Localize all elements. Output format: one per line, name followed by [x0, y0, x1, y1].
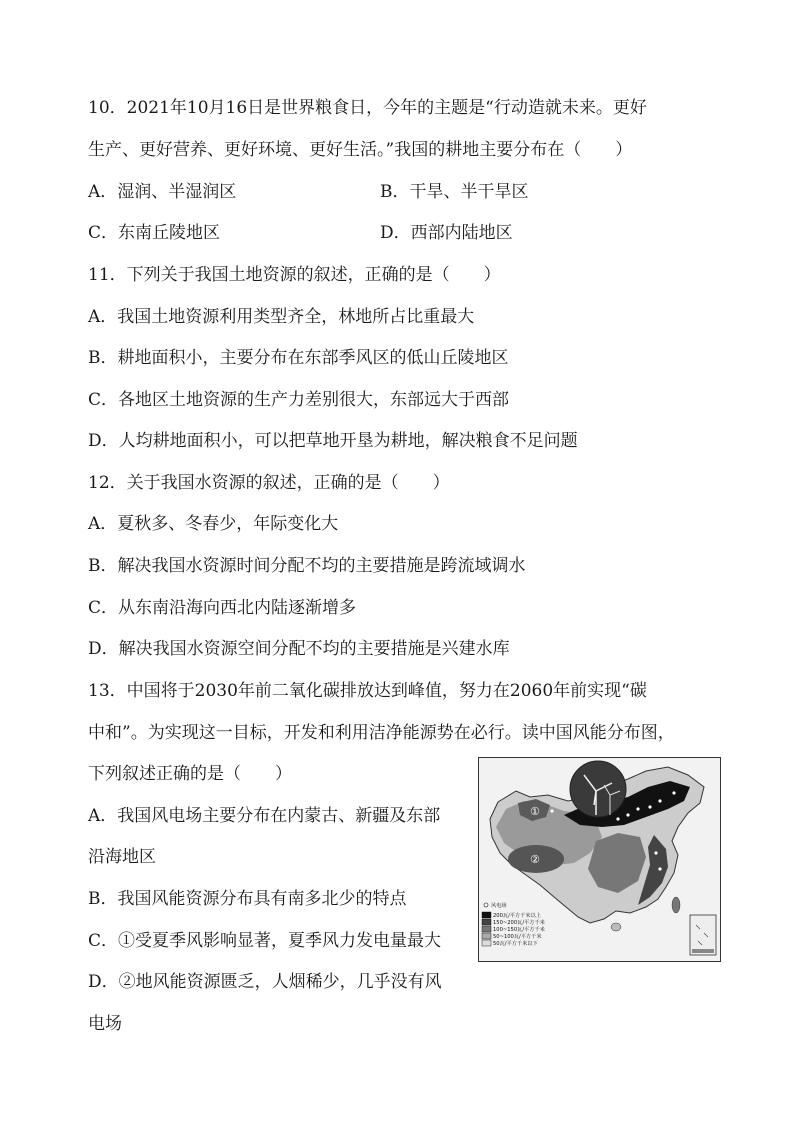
legend-wind-farm-symbol	[484, 903, 488, 907]
q13-stem-line1: 13．中国将于2030年前二氧化碳排放达到峰值，努力在2060年前实现“碳	[88, 681, 647, 701]
q13-option-d-line1: D．②地风能资源匮乏，人烟稀少，几乎没有风	[88, 972, 442, 992]
china-wind-energy-map	[478, 757, 721, 962]
q11-stem: 11．下列关于我国土地资源的叙述，正确的是（ ）	[88, 265, 501, 285]
q10-option-d: D．西部内陆地区	[380, 223, 513, 243]
legend-item-3: 100~150瓦/平方千米	[493, 927, 545, 933]
legend-swatch-4	[482, 933, 491, 939]
legend-title: 风电场	[491, 903, 507, 909]
map-label-2: ②	[530, 853, 540, 866]
south-china-sea-inset	[690, 915, 716, 955]
q12-option-b: B．解决我国水资源时间分配不均的主要措施是跨流域调水	[88, 556, 526, 576]
legend-swatch-2	[482, 919, 491, 925]
taiwan-island	[672, 897, 680, 913]
q10-stem-line1: 10．2021年10月16日是世界粮食日，今年的主题是“行动造就未来。更好	[88, 98, 647, 118]
q11-option-c: C．各地区土地资源的生产力差别很大，东部远大于西部	[88, 390, 510, 410]
legend-item-1: 200瓦/平方千米以上	[493, 913, 541, 919]
q10-option-b: B．干旱、半干旱区	[380, 182, 529, 202]
q12-option-d: D．解决我国水资源空间分配不均的主要措施是兴建水库	[88, 639, 510, 659]
q12-stem: 12．关于我国水资源的叙述，正确的是（ ）	[88, 473, 450, 493]
q13-option-a-line2: 沿海地区	[88, 847, 156, 867]
q13-option-a-line1: A．我国风电场主要分布在内蒙古、新疆及东部	[88, 806, 441, 826]
q10-option-a: A．湿润、半湿润区	[88, 182, 237, 202]
q11-option-d: D．人均耕地面积小，可以把草地开垦为耕地，解决粮食不足问题	[88, 431, 578, 451]
q13-option-c: C．①受夏季风影响显著，夏季风力发电量最大	[88, 931, 442, 951]
q10-option-c: C．东南丘陵地区	[88, 223, 221, 243]
legend-swatch-3	[482, 926, 491, 932]
legend-item-5: 50瓦/平方千米以下	[493, 941, 538, 947]
q11-option-b: B．耕地面积小，主要分布在东部季风区的低山丘陵地区	[88, 348, 509, 368]
q12-option-c: C．从东南沿海向西北内陆逐渐增多	[88, 598, 357, 618]
legend-item-2: 150~200瓦/平方千米	[493, 920, 545, 926]
map-label-1: ①	[530, 805, 540, 818]
wind-turbine-icon	[570, 761, 626, 817]
legend-swatch-1	[482, 912, 491, 918]
q13-stem-line3: 下列叙述正确的是（ ）	[88, 764, 292, 784]
q13-option-b: B．我国风能资源分布具有南多北少的特点	[88, 889, 407, 909]
hainan-island	[611, 923, 621, 931]
q10-stem-line2: 生产、更好营养、更好环境、更好生活。”我国的耕地主要分布在（ ）	[88, 140, 633, 160]
q13-stem-line2: 中和”。为实现这一目标，开发和利用洁净能源势在必行。读中国风能分布图，	[88, 723, 675, 743]
q13-option-d-line2: 电场	[88, 1014, 122, 1034]
q12-option-a: A．夏秋多、冬春少，年际变化大	[88, 514, 339, 534]
q11-option-a: A．我国土地资源利用类型齐全，林地所占比重最大	[88, 307, 475, 327]
legend-swatch-5	[482, 940, 491, 946]
legend-item-4: 50~100瓦/平方千米	[493, 934, 542, 940]
